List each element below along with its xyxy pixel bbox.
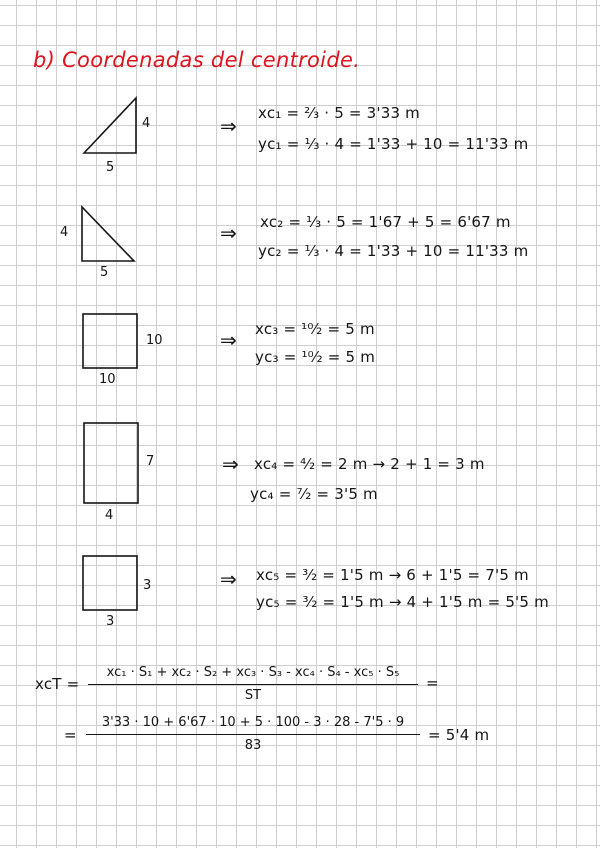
triangle-1-height-label: 4 [142, 116, 151, 131]
equation-xc3: xc₃ = ¹⁰⁄₂ = 5 m [255, 320, 375, 338]
formula-numerator: xc₁ · S₁ + xc₂ · S₂ + xc₃ · S₃ - xc₄ · S₄ - xc₅ · S₅ [106, 665, 400, 680]
formula-denominator: ST [244, 688, 262, 703]
equation-yc5: yc₅ = ³⁄₂ = 1'5 m → 4 + 1'5 m = 5'5 m [256, 593, 549, 611]
formula-lhs: xcT = [35, 675, 80, 693]
implies-arrow-icon: ⇒ [220, 567, 237, 591]
triangle-1-base-label: 5 [106, 160, 115, 175]
formula-numerator-values: 3'33 · 10 + 6'67 · 10 + 5 · 100 - 3 · 28 - 7'5 · 9 [101, 715, 405, 730]
equation-yc3: yc₃ = ¹⁰⁄₂ = 5 m [255, 348, 376, 366]
fraction-bar [88, 684, 418, 685]
square-3-base-label: 10 [99, 372, 116, 387]
implies-arrow-icon: ⇒ [220, 221, 237, 245]
implies-arrow-icon: ⇒ [222, 452, 239, 476]
rectangle-4-height-label: 7 [146, 454, 155, 469]
equation-xc5: xc₅ = ³⁄₂ = 1'5 m → 6 + 1'5 = 7'5 m [256, 566, 529, 584]
implies-arrow-icon: ⇒ [220, 328, 237, 352]
equation-xc1: xc₁ = ²⁄₃ · 5 = 3'33 m [258, 104, 420, 122]
equation-yc1: yc₁ = ¹⁄₃ · 4 = 1'33 + 10 = 11'33 m [258, 135, 529, 153]
equation-yc2: yc₂ = ¹⁄₃ · 4 = 1'33 + 10 = 11'33 m [258, 242, 529, 260]
formula-result: = 5'4 m [428, 726, 490, 744]
formula-denominator-value: 83 [244, 738, 262, 753]
formula-line2-equals: = [64, 726, 77, 744]
formula-trailing-equals: = [426, 674, 439, 692]
square-3-height-label: 10 [146, 333, 163, 348]
section-title: b) Coordenadas del centroide. [33, 48, 361, 72]
fraction-bar [86, 734, 420, 735]
square-5-height-label: 3 [143, 578, 152, 593]
equation-xc4: xc₄ = ⁴⁄₂ = 2 m → 2 + 1 = 3 m [254, 455, 485, 473]
triangle-2-base-label: 5 [100, 265, 109, 280]
implies-arrow-icon: ⇒ [220, 114, 237, 138]
triangle-2-height-label: 4 [60, 225, 69, 240]
equation-xc2: xc₂ = ¹⁄₃ · 5 = 1'67 + 5 = 6'67 m [260, 213, 511, 231]
rectangle-4-base-label: 4 [105, 508, 114, 523]
equation-yc4: yc₄ = ⁷⁄₂ = 3'5 m [250, 485, 378, 503]
square-5-base-label: 3 [106, 614, 115, 629]
